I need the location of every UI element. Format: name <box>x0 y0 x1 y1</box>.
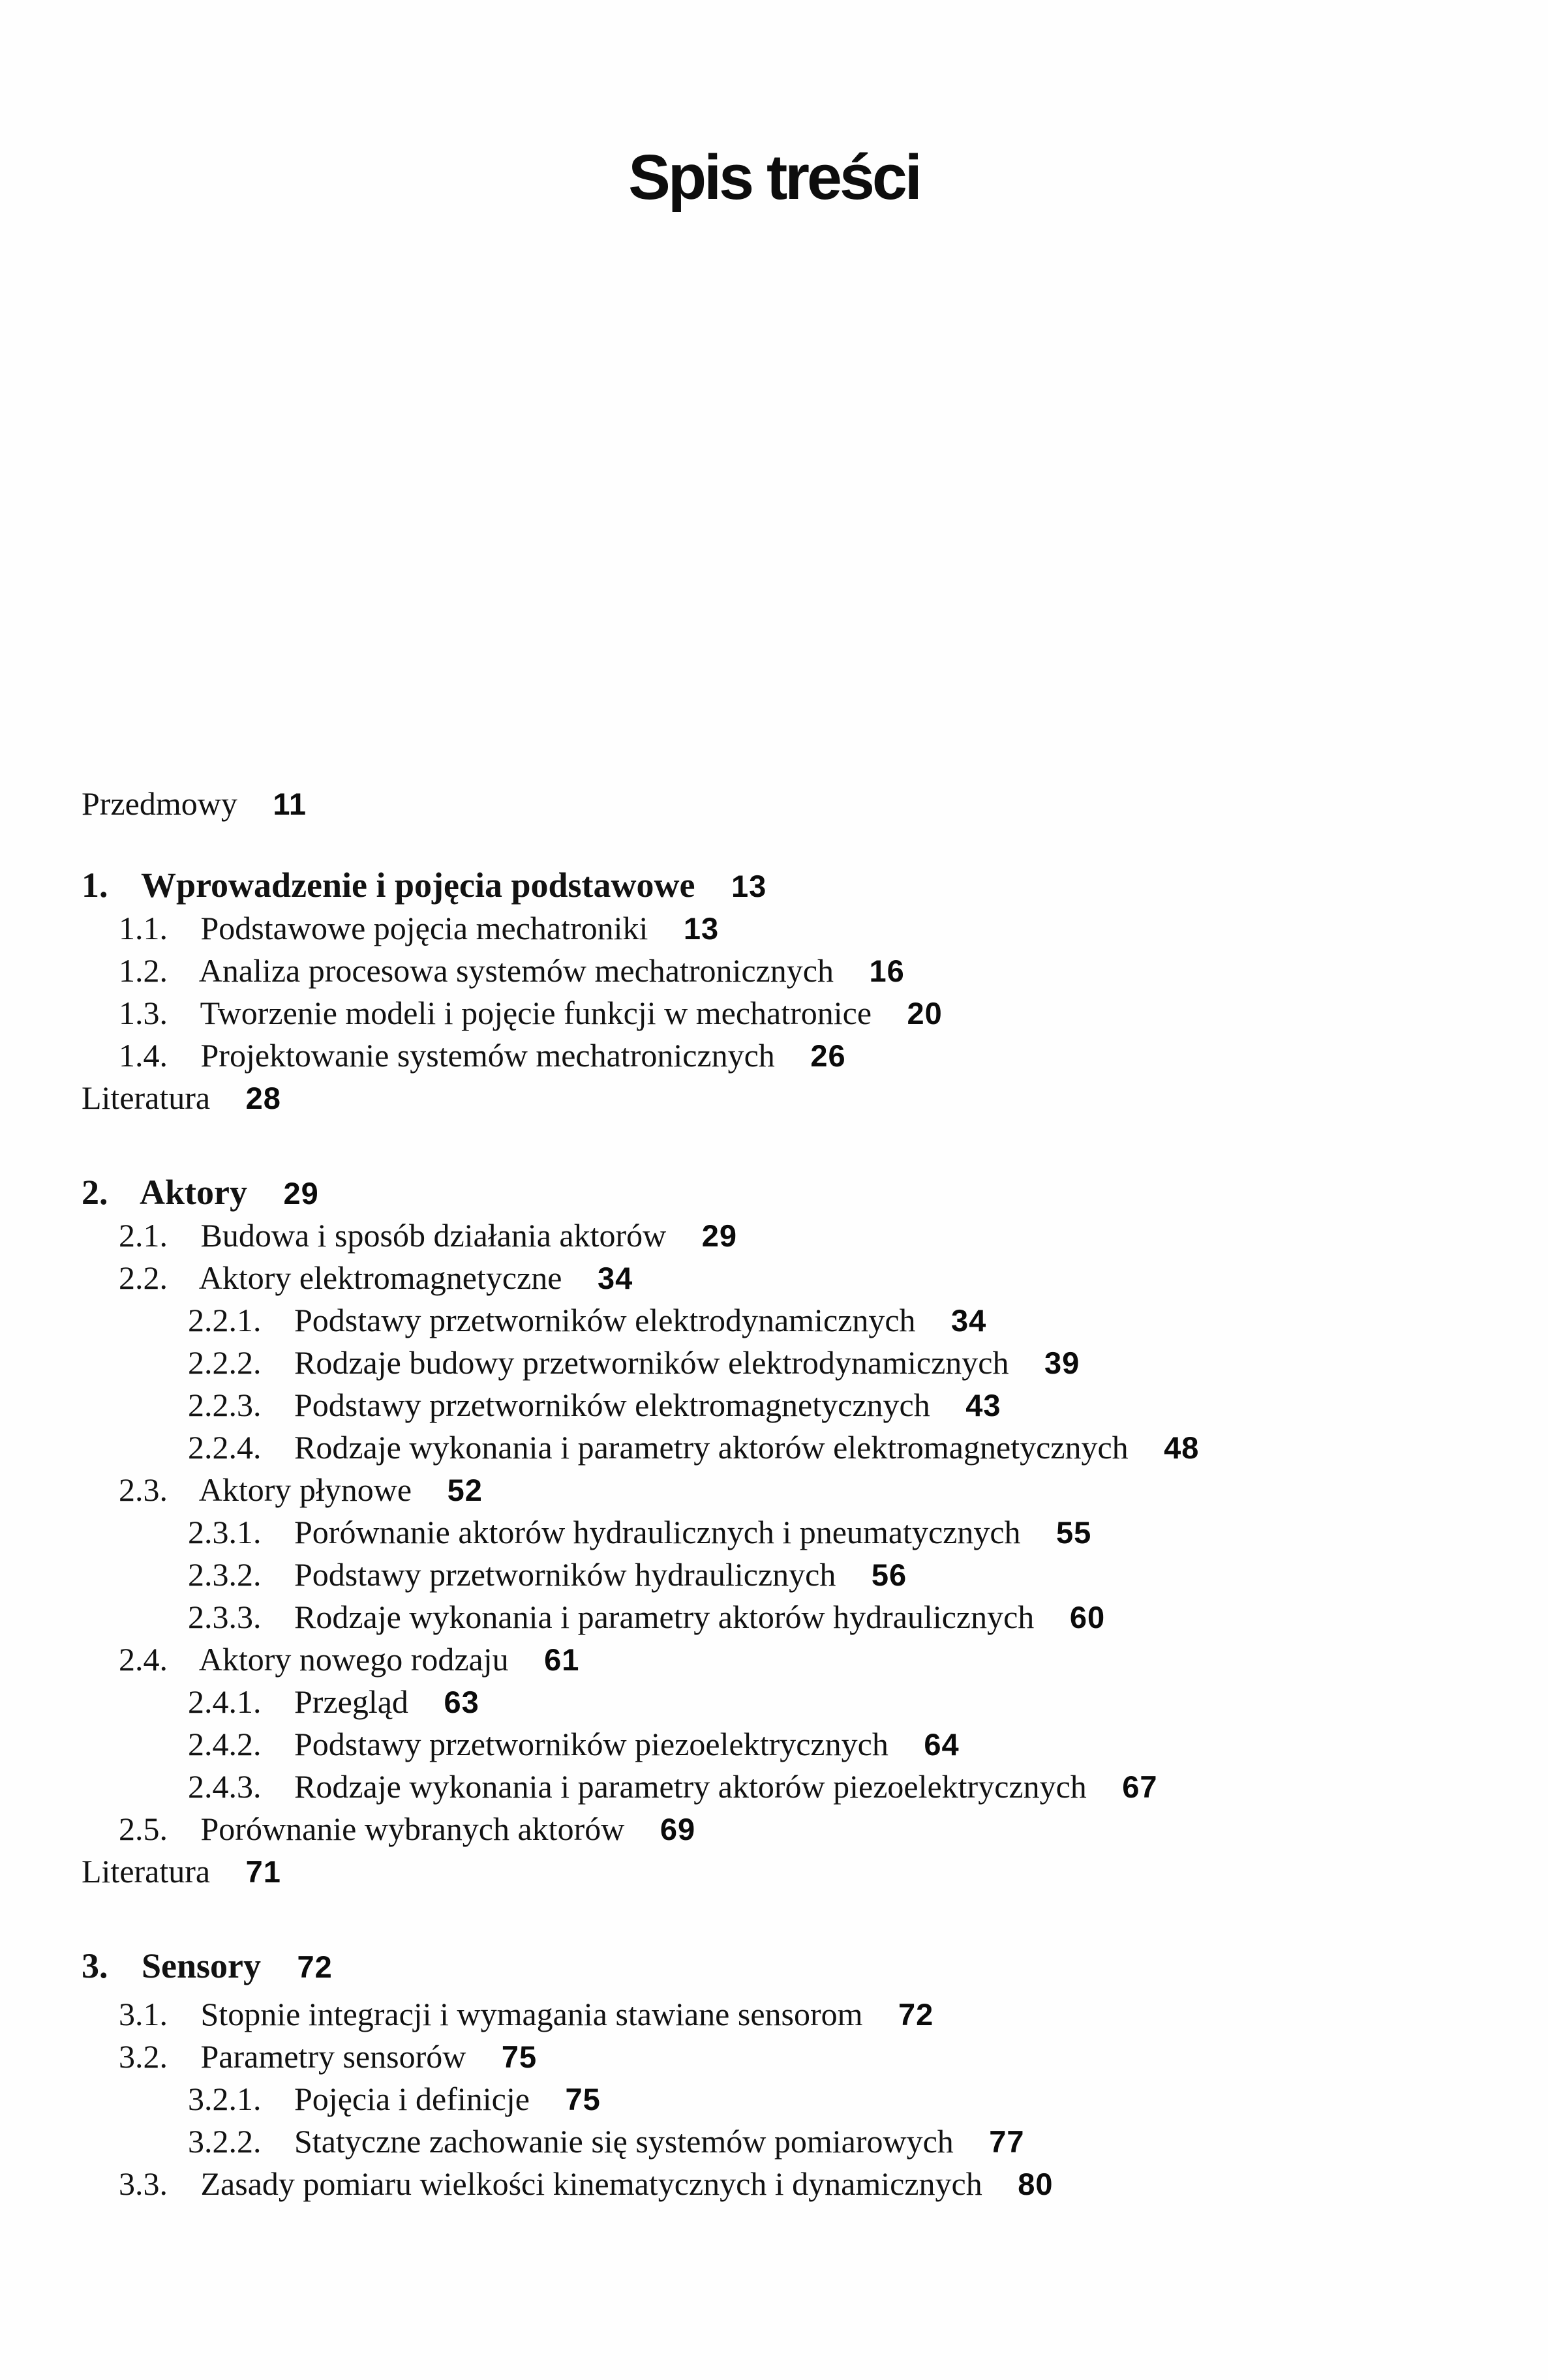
toc-entry-page: 29 <box>283 1176 319 1211</box>
toc-entry <box>82 950 1199 992</box>
toc-entry-number: 2.2.4. <box>188 1429 262 1466</box>
toc-entry-page: 13 <box>731 869 767 903</box>
toc-entry-number: 1.3. <box>119 995 168 1031</box>
toc-entry-title: Parametry sensorów <box>200 2038 466 2075</box>
toc-list <box>82 783 1199 2205</box>
toc-entry-page: 43 <box>965 1388 1001 1423</box>
toc-entry-number: 3.2.1. <box>188 2081 262 2117</box>
toc-entry-number: 1. <box>82 866 108 905</box>
toc-entry-page: 28 <box>245 1081 281 1115</box>
toc-entry-number: 1.1. <box>119 910 168 946</box>
toc-entry-page: 75 <box>565 2082 601 2116</box>
toc-entry <box>82 1257 1199 1299</box>
toc-entry-page: 11 <box>273 787 307 821</box>
toc-entry-number: 2.4.1. <box>188 1683 262 1720</box>
toc-entry <box>82 1426 1199 1469</box>
toc-entry-page: 39 <box>1044 1346 1080 1380</box>
toc-entry-title: Podstawy przetworników elektromagnetycznych <box>294 1387 930 1423</box>
toc-entry-number: 3.3. <box>119 2165 168 2202</box>
toc-entry-number: 3. <box>82 1946 108 1985</box>
toc-entry <box>82 783 1199 825</box>
toc-entry-number: 1.4. <box>119 1037 168 1074</box>
toc-entry-title: Zasady pomiaru wielkości kinematycznych i dynamicznych <box>200 2165 982 2202</box>
toc-entry-page: 72 <box>297 1950 333 1984</box>
toc-entry-title: Porównanie wybranych aktorów <box>200 1811 625 1847</box>
toc-entry <box>82 1384 1199 1426</box>
toc-entry-title: Podstawowe pojęcia mechatroniki <box>200 910 648 946</box>
toc-entry-page: 64 <box>924 1727 960 1762</box>
toc-entry <box>82 1993 1199 2036</box>
toc-entry <box>82 1342 1199 1384</box>
toc-entry <box>82 1766 1199 1808</box>
toc-entry-page: 16 <box>869 954 905 988</box>
toc-entry-title: Budowa i sposób działania aktorów <box>200 1217 667 1254</box>
toc-entry-number: 2.3.3. <box>188 1599 262 1635</box>
toc-entry-title: Literatura <box>82 1853 211 1890</box>
toc-entry-title: Pojęcia i definicje <box>294 2081 530 2117</box>
toc-entry <box>82 1511 1199 1554</box>
toc-entry-title: Rodzaje wykonania i parametry aktorów hydraulicznych <box>294 1599 1035 1635</box>
toc-entry-title: Przegląd <box>294 1683 408 1720</box>
toc-entry-page: 13 <box>683 911 720 946</box>
toc-entry-page: 34 <box>951 1303 987 1338</box>
toc-entry-number: 3.2. <box>119 2038 168 2075</box>
toc-entry <box>82 2078 1199 2120</box>
toc-entry <box>82 1681 1199 1723</box>
toc-entry-number: 2.2.1. <box>188 1302 262 1338</box>
toc-entry <box>82 2036 1199 2078</box>
toc-entry <box>82 1638 1199 1681</box>
toc-entry-page: 77 <box>989 2124 1025 2159</box>
toc-entry-title: Podstawy przetworników piezoelektrycznych <box>294 1726 888 1762</box>
toc-entry-number: 2.2.3. <box>188 1387 262 1423</box>
toc-entry <box>82 992 1199 1034</box>
toc-entry-number: 3.1. <box>119 1996 168 2032</box>
toc-entry-page: 26 <box>810 1038 846 1073</box>
toc-entry <box>82 2163 1199 2205</box>
toc-entry-title: Przedmowy <box>82 785 237 822</box>
toc-entry-page: 20 <box>907 996 943 1031</box>
toc-entry-number: 2.4.2. <box>188 1726 262 1762</box>
toc-entry-title: Literatura <box>82 1079 211 1116</box>
toc-entry <box>82 1214 1199 1257</box>
toc-entry-number: 2.4. <box>119 1641 168 1678</box>
toc-entry-title: Wprowadzenie i pojęcia podstawowe <box>141 866 695 905</box>
toc-entry-number: 3.2.2. <box>188 2123 262 2160</box>
toc-entry-title: Podstawy przetworników hydraulicznych <box>294 1556 836 1593</box>
toc-entry-page: 52 <box>447 1473 483 1507</box>
toc-entry-page: 72 <box>898 1997 934 2032</box>
toc-entry <box>82 1723 1199 1766</box>
toc-entry-title: Stopnie integracji i wymagania stawiane sensorom <box>200 1996 863 2032</box>
toc-entry-number: 2.5. <box>119 1811 168 1847</box>
toc-entry-number: 2.2.2. <box>188 1344 262 1381</box>
toc-entry-number: 2.2. <box>119 1259 168 1296</box>
toc-entry-title: Porównanie aktorów hydraulicznych i pneumatycznych <box>294 1514 1021 1550</box>
toc-entry-page: 55 <box>1056 1515 1092 1550</box>
toc-entry-number: 2.4.3. <box>188 1768 262 1805</box>
toc-entry <box>82 907 1199 950</box>
toc-entry-page: 69 <box>660 1812 696 1846</box>
toc-entry <box>82 1171 1199 1214</box>
toc-entry-page: 60 <box>1069 1600 1106 1634</box>
toc-entry-page: 63 <box>444 1685 479 1719</box>
toc-entry <box>82 1034 1199 1077</box>
toc-entry-page: 80 <box>1018 2167 1054 2201</box>
toc-entry-title: Aktory elektromagnetyczne <box>198 1259 562 1296</box>
toc-entry-page: 29 <box>701 1218 738 1253</box>
toc-entry <box>82 1554 1199 1596</box>
toc-entry <box>82 1469 1199 1511</box>
toc-entry-title: Rodzaje budowy przetworników elektrodynamicznych <box>294 1344 1009 1381</box>
toc-entry-title: Projektowanie systemów mechatronicznych <box>200 1037 775 1074</box>
toc-entry-title: Rodzaje wykonania i parametry aktorów piezoelektrycznych <box>294 1768 1087 1805</box>
toc-entry-page: 61 <box>544 1642 580 1677</box>
toc-entry-title: Sensory <box>142 1946 262 1985</box>
toc-entry-page: 56 <box>871 1558 907 1592</box>
toc-entry-number: 2.3.2. <box>188 1556 262 1593</box>
toc-entry-title: Analiza procesowa systemów mechatronicznych <box>198 952 834 989</box>
toc-entry-page: 71 <box>245 1854 281 1889</box>
toc-entry-page: 48 <box>1164 1430 1200 1465</box>
toc-entry-title: Aktory płynowe <box>198 1471 412 1508</box>
toc-entry <box>82 1077 1199 1119</box>
toc-entry-title: Tworzenie modeli i pojęcie funkcji w mechatronice <box>200 995 872 1031</box>
toc-entry-title: Podstawy przetworników elektrodynamicznych <box>294 1302 916 1338</box>
toc-entry-page: 67 <box>1122 1770 1158 1804</box>
toc-entry <box>82 1850 1199 1893</box>
toc-entry <box>82 864 1199 907</box>
toc-entry-number: 1.2. <box>119 952 168 989</box>
toc-entry-number: 2.1. <box>119 1217 168 1254</box>
toc-entry <box>82 1808 1199 1850</box>
toc-entry <box>82 2120 1199 2163</box>
toc-entry-title: Aktory nowego rodzaju <box>198 1641 509 1678</box>
toc-entry-title: Statyczne zachowanie się systemów pomiarowych <box>294 2123 954 2160</box>
toc-entry-number: 2.3.1. <box>188 1514 262 1550</box>
toc-entry-number: 2.3. <box>119 1471 168 1508</box>
toc-entry-title: Aktory <box>140 1173 248 1212</box>
toc-entry <box>82 1299 1199 1342</box>
toc-entry-page: 75 <box>501 2040 538 2074</box>
page-title: Spis treści <box>628 141 920 213</box>
toc-entry <box>82 1596 1199 1638</box>
toc-entry-number: 2. <box>82 1173 108 1212</box>
toc-entry <box>82 1945 1199 1988</box>
toc-entry-page: 34 <box>597 1261 633 1295</box>
toc-entry-title: Rodzaje wykonania i parametry aktorów elektromagnetycznych <box>294 1429 1129 1466</box>
